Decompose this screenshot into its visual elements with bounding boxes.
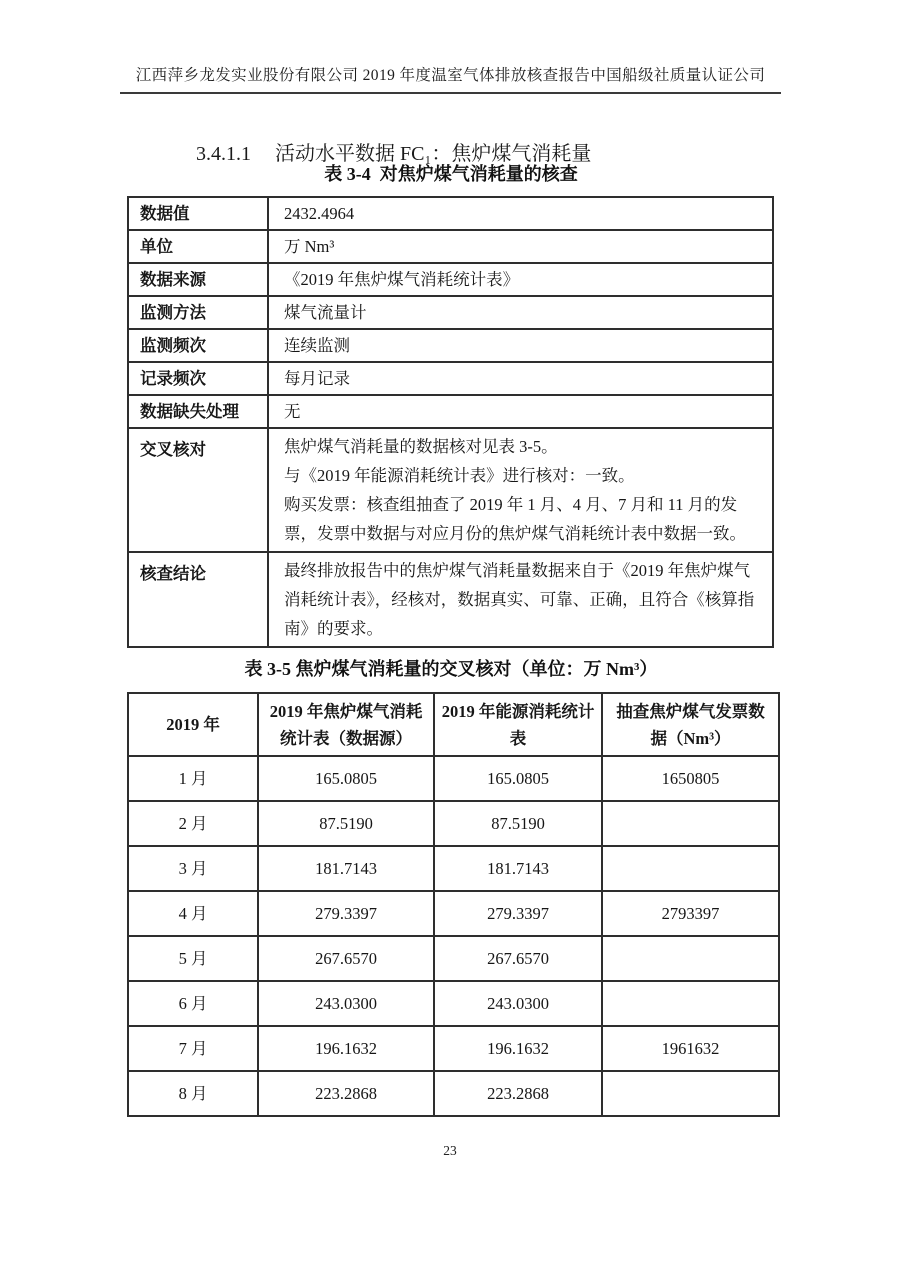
row-value: 无 <box>268 395 773 428</box>
table-row-cross-check <box>128 428 773 552</box>
value-cell: 165.0805 <box>434 756 602 801</box>
value-cell: 279.3397 <box>258 891 434 936</box>
month-cell: 7 月 <box>128 1026 258 1071</box>
value-cell: 2793397 <box>602 891 779 936</box>
table-3-4-title: 表 3-4 对焦炉煤气消耗量的核查 <box>324 164 578 184</box>
row-label: 监测方法 <box>128 296 268 329</box>
month-cell: 4 月 <box>128 891 258 936</box>
row-value: 2432.4964 <box>268 197 773 230</box>
row-value: 《2019 年焦炉煤气消耗统计表》 <box>268 263 773 296</box>
table-3-5-cross-check <box>127 692 780 1117</box>
table-row <box>128 230 773 263</box>
cross-check-line: 购买发票：核查组抽查了 2019 年 1 月、4 月、7 月和 11 月的发票，发票中数据与对应月份的焦炉煤气消耗统计表中数据一致。 <box>284 495 746 543</box>
value-cell: 87.5190 <box>434 801 602 846</box>
value-cell: 196.1632 <box>434 1026 602 1071</box>
table-header-row <box>128 693 779 756</box>
table-row-month <box>128 981 779 1026</box>
value-cell <box>602 801 779 846</box>
value-cell: 267.6570 <box>434 936 602 981</box>
table-3-5-title: 表 3-5 焦炉煤气消耗量的交叉核对（单位：万 Nm³） <box>244 659 658 679</box>
column-header-year: 2019 年 <box>128 693 258 756</box>
row-label: 核查结论 <box>128 552 268 647</box>
month-cell: 6 月 <box>128 981 258 1026</box>
row-label: 交叉核对 <box>128 428 268 552</box>
row-label: 数据缺失处理 <box>128 395 268 428</box>
month-cell: 2 月 <box>128 801 258 846</box>
value-cell <box>602 846 779 891</box>
column-header-energy-stats: 2019 年能源消耗统计表 <box>434 693 602 756</box>
table-row-month <box>128 756 779 801</box>
month-cell: 8 月 <box>128 1071 258 1116</box>
row-value: 最终排放报告中的焦炉煤气消耗量数据来自于《2019 年焦炉煤气消耗统计表》，经核对，数据真实、可靠、正确，且符合《核算指南》的要求。 <box>268 552 773 647</box>
month-cell: 5 月 <box>128 936 258 981</box>
table-row <box>128 329 773 362</box>
value-cell: 196.1632 <box>258 1026 434 1071</box>
table-row-month <box>128 846 779 891</box>
value-cell: 87.5190 <box>258 801 434 846</box>
page-header: 江西萍乡龙发实业股份有限公司 2019 年度温室气体排放核查报告中国船级社质量认证公司 <box>120 63 781 94</box>
value-cell: 223.2868 <box>434 1071 602 1116</box>
table-row-month <box>128 891 779 936</box>
cross-check-line: 焦炉煤气消耗量的数据核对见表 3-5。 <box>284 437 558 456</box>
row-label: 监测频次 <box>128 329 268 362</box>
value-cell: 181.7143 <box>258 846 434 891</box>
table-row <box>128 263 773 296</box>
table-row-month <box>128 1026 779 1071</box>
row-value: 万 Nm³ <box>268 230 773 263</box>
value-cell: 223.2868 <box>258 1071 434 1116</box>
table-row-month <box>128 936 779 981</box>
table-row-month <box>128 1071 779 1116</box>
row-value: 每月记录 <box>268 362 773 395</box>
row-label: 数据值 <box>128 197 268 230</box>
month-cell: 3 月 <box>128 846 258 891</box>
section-title: 活动水平数据 FC₁：焦炉煤气消耗量 <box>275 143 592 165</box>
value-cell <box>602 936 779 981</box>
row-value: 连续监测 <box>268 329 773 362</box>
table-row <box>128 296 773 329</box>
column-header-consumption-stats: 2019 年焦炉煤气消耗统计表（数据源） <box>258 693 434 756</box>
row-label: 记录频次 <box>128 362 268 395</box>
page-number: 23 <box>443 1143 457 1158</box>
row-value: 煤气流量计 <box>268 296 773 329</box>
value-cell: 165.0805 <box>258 756 434 801</box>
value-cell: 1650805 <box>602 756 779 801</box>
value-cell: 243.0300 <box>258 981 434 1026</box>
row-value <box>268 428 773 552</box>
cross-check-line: 与《2019 年能源消耗统计表》进行核对：一致。 <box>284 466 635 485</box>
table-row <box>128 395 773 428</box>
table-row-conclusion <box>128 552 773 647</box>
column-header-invoice-data: 抽查焦炉煤气发票数据（Nm³） <box>602 693 779 756</box>
value-cell: 1961632 <box>602 1026 779 1071</box>
value-cell: 181.7143 <box>434 846 602 891</box>
month-cell: 1 月 <box>128 756 258 801</box>
table-row-month <box>128 801 779 846</box>
value-cell <box>602 981 779 1026</box>
value-cell: 243.0300 <box>434 981 602 1026</box>
table-row <box>128 362 773 395</box>
row-label: 数据来源 <box>128 263 268 296</box>
table-3-4-verification <box>127 196 774 648</box>
section-number: 3.4.1.1 <box>196 143 251 165</box>
value-cell: 279.3397 <box>434 891 602 936</box>
row-label: 单位 <box>128 230 268 263</box>
value-cell: 267.6570 <box>258 936 434 981</box>
table-row <box>128 197 773 230</box>
value-cell <box>602 1071 779 1116</box>
